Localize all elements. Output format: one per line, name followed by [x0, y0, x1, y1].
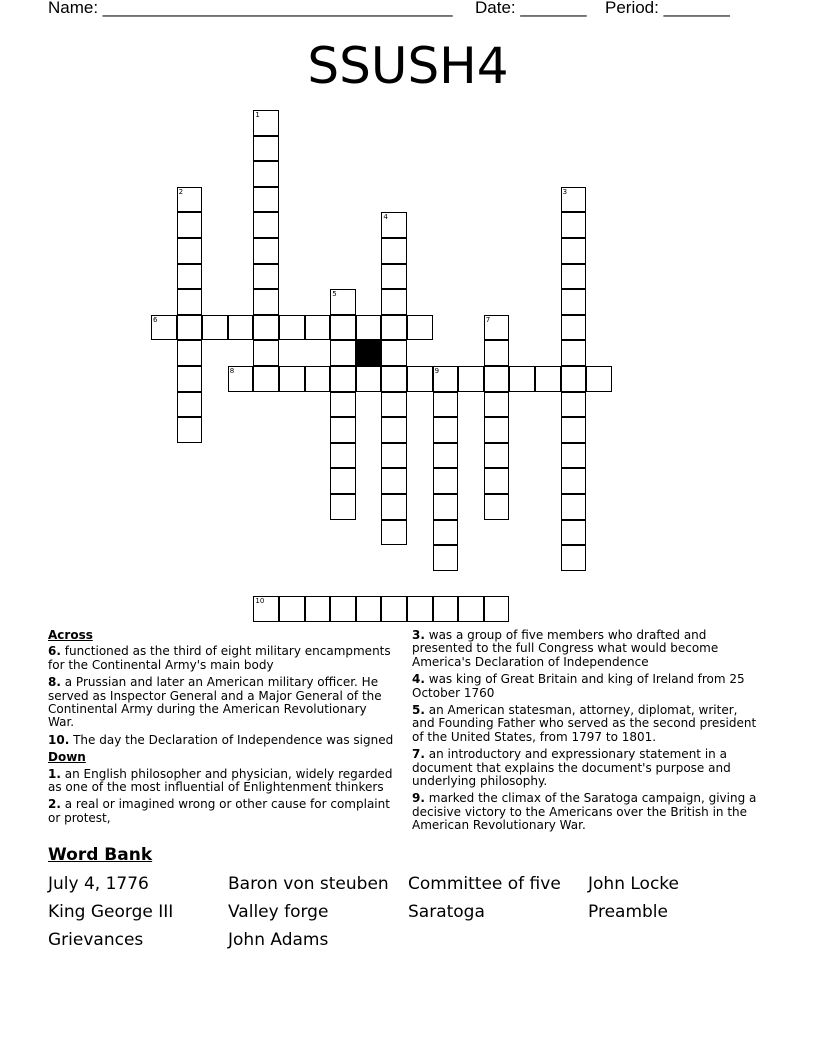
grid-cell[interactable]: [305, 315, 331, 341]
word-bank-item: Saratoga: [408, 902, 485, 922]
grid-cell[interactable]: [433, 545, 459, 571]
grid-cell[interactable]: [433, 468, 459, 494]
grid-cell[interactable]: [356, 366, 382, 392]
grid-cell[interactable]: [458, 596, 484, 622]
grid-cell[interactable]: [381, 289, 407, 315]
grid-cell[interactable]: [253, 596, 279, 622]
grid-cell[interactable]: [330, 289, 356, 315]
grid-cell[interactable]: [228, 315, 254, 341]
grid-cell[interactable]: [381, 315, 407, 341]
grid-cell[interactable]: [177, 212, 203, 238]
grid-cell[interactable]: [561, 494, 587, 520]
word-bank-item: Baron von steuben: [228, 874, 389, 894]
clue-down-7: 7. an introductory and expressionary statement in a document that explains the document's purpose and underlying philosophy.: [412, 747, 731, 789]
grid-cell[interactable]: [253, 340, 279, 366]
grid-cell[interactable]: [484, 443, 510, 469]
grid-cell[interactable]: [509, 366, 535, 392]
grid-cell[interactable]: [177, 264, 203, 290]
grid-cell[interactable]: [330, 468, 356, 494]
grid-cell[interactable]: [433, 417, 459, 443]
word-bank-item: Preamble: [588, 902, 668, 922]
clue-across-10: 10. The day the Declaration of Independence was signed: [48, 732, 394, 747]
grid-cell[interactable]: [177, 315, 203, 341]
grid-cell[interactable]: [484, 596, 510, 622]
word-bank-item: July 4, 1776: [48, 874, 149, 894]
grid-cell[interactable]: [177, 366, 203, 392]
grid-cell[interactable]: [381, 340, 407, 366]
grid-cell[interactable]: [407, 596, 433, 622]
clue-down-5: 5. an American statesman, attorney, diplomat, writer, and Founding Father who served as the second president of the United States, from 1797 to 1801.: [412, 703, 757, 744]
grid-cell[interactable]: [407, 315, 433, 341]
grid-cell[interactable]: [381, 417, 407, 443]
grid-cell[interactable]: [356, 596, 382, 622]
clue-number: 10: [255, 597, 265, 606]
grid-cell[interactable]: [330, 443, 356, 469]
page-title: SSUSH4: [307, 37, 509, 95]
grid-cell[interactable]: [279, 596, 305, 622]
clue-number: 5: [332, 290, 337, 299]
grid-cell[interactable]: [253, 136, 279, 162]
grid-cell[interactable]: [381, 264, 407, 290]
grid-cell[interactable]: [253, 161, 279, 187]
grid-cell[interactable]: [561, 468, 587, 494]
grid-cell[interactable]: [561, 289, 587, 315]
grid-cell[interactable]: [253, 264, 279, 290]
clue-number: 2: [178, 187, 184, 196]
grid-cell[interactable]: [433, 494, 459, 520]
grid-cell[interactable]: [433, 443, 459, 469]
grid-cell[interactable]: [151, 315, 177, 341]
clue-number: 1: [255, 111, 260, 119]
grid-cell[interactable]: [561, 545, 587, 571]
date-field[interactable]: Date: _______: [475, 0, 587, 17]
clue-across-8: 8. a Prussian and later an American military officer. He served as Inspector General and a Major General of the Continental Army during the American Revolutionary War.: [48, 675, 382, 730]
across-heading: Across: [48, 628, 93, 642]
word-bank-title: Word Bank: [48, 845, 153, 865]
grid-cell[interactable]: [381, 212, 407, 238]
grid-cell[interactable]: [381, 238, 407, 264]
period-field[interactable]: Period: _______: [605, 0, 730, 17]
grid-cell[interactable]: [330, 417, 356, 443]
grid-cell[interactable]: [561, 443, 587, 469]
clue-number: 3: [562, 187, 568, 196]
grid-cell[interactable]: [330, 366, 356, 392]
clue-number: 9: [434, 367, 440, 375]
clue-down-1: 1. an English philosopher and physician, widely regarded as one of the most influential of Enlightenment thinkers: [48, 766, 393, 795]
grid-cell[interactable]: [381, 596, 407, 622]
clue-number: 7: [485, 315, 491, 324]
grid-cell[interactable]: [484, 417, 510, 443]
grid-cell[interactable]: [484, 315, 510, 341]
grid-cell[interactable]: [253, 212, 279, 238]
word-bank-item: King George III: [48, 902, 174, 922]
grid-cell[interactable]: [484, 366, 510, 392]
word-bank-item: John Adams: [228, 930, 329, 950]
grid-cell[interactable]: [177, 340, 203, 366]
clue-down-9: 9. marked the climax of the Saratoga campaign, giving a decisive victory to the Americans over the British in the American Revolutionary War.: [412, 791, 757, 833]
grid-cell[interactable]: [407, 366, 433, 392]
grid-cell[interactable]: [484, 494, 510, 520]
grid-cell[interactable]: [279, 315, 305, 341]
clues-right-column: [412, 629, 760, 837]
grid-cell[interactable]: [535, 366, 561, 392]
word-bank-item: Committee of five: [408, 874, 561, 894]
grid-cell[interactable]: [561, 340, 587, 366]
grid-cell[interactable]: [253, 238, 279, 264]
clue-across-6: 6. functioned as the third of eight military encampments for the Continental Army's main body: [48, 644, 391, 672]
grid-cell[interactable]: [253, 289, 279, 315]
grid-cell[interactable]: [561, 187, 587, 213]
grid-cell[interactable]: [330, 596, 356, 622]
grid-cell[interactable]: [484, 340, 510, 366]
clue-number: 6: [153, 315, 158, 324]
grid-cell[interactable]: [586, 366, 612, 392]
grid-cell[interactable]: [484, 468, 510, 494]
grid-cell[interactable]: [381, 520, 407, 546]
grid-cell[interactable]: [561, 520, 587, 546]
grid-cell[interactable]: [381, 392, 407, 418]
grid-cell[interactable]: [561, 392, 587, 418]
word-bank-item: John Locke: [588, 874, 679, 894]
down-heading: Down: [48, 750, 86, 765]
grid-cell[interactable]: [330, 392, 356, 418]
grid-cell[interactable]: [561, 212, 587, 238]
grid-cell[interactable]: [330, 315, 356, 341]
clue-number: 8: [229, 367, 235, 375]
grid-cell[interactable]: [279, 366, 305, 392]
grid-cell[interactable]: [305, 596, 331, 622]
grid-cell[interactable]: [177, 187, 203, 213]
name-field[interactable]: Name: _____________________________________: [48, 0, 453, 17]
grid-cell[interactable]: [484, 392, 510, 418]
word-bank-item: Valley forge: [228, 902, 329, 922]
grid-cell[interactable]: [330, 494, 356, 520]
grid-cell[interactable]: [561, 417, 587, 443]
grid-cell[interactable]: [433, 392, 459, 418]
grid-cell[interactable]: [433, 366, 459, 392]
clue-down-2: 2. a real or imagined wrong or other cause for complaint or protest,: [48, 797, 390, 825]
grid-cell[interactable]: [381, 494, 407, 520]
grid-cell[interactable]: [433, 520, 459, 546]
grid-cell[interactable]: [561, 238, 587, 264]
grid-cell[interactable]: [253, 366, 279, 392]
grid-cell[interactable]: [177, 289, 203, 315]
grid-cell[interactable]: [177, 238, 203, 264]
grid-cell[interactable]: [330, 340, 356, 366]
clue-down-3: 3. was a group of five members who drafted and presented to the full Congress what would become America's Declaration of Independence: [412, 628, 719, 669]
clue-down-4: 4. was king of Great Britain and king of Ireland from 25 October 1760: [412, 672, 745, 700]
grid-cell[interactable]: [253, 315, 279, 341]
grid-cell[interactable]: [561, 315, 587, 341]
grid-cell[interactable]: [381, 366, 407, 392]
grid-cell[interactable]: [305, 366, 331, 392]
grid-cell[interactable]: [561, 264, 587, 290]
grid-cell[interactable]: [253, 187, 279, 213]
grid-cell[interactable]: [381, 468, 407, 494]
grid-cell[interactable]: [381, 443, 407, 469]
grid-cell[interactable]: [202, 315, 228, 341]
clue-number: 4: [383, 213, 388, 222]
grid-cell[interactable]: [458, 366, 484, 392]
black-cell: [356, 340, 382, 366]
grid-cell[interactable]: [253, 110, 279, 136]
clues-left-column: [48, 629, 396, 829]
grid-cell[interactable]: [561, 366, 587, 392]
grid-cell[interactable]: [177, 417, 203, 443]
grid-cell[interactable]: [433, 596, 459, 622]
grid-cell[interactable]: [177, 392, 203, 418]
word-bank-item: Grievances: [48, 930, 144, 950]
grid-cell[interactable]: [356, 315, 382, 341]
grid-cell[interactable]: [228, 366, 254, 392]
